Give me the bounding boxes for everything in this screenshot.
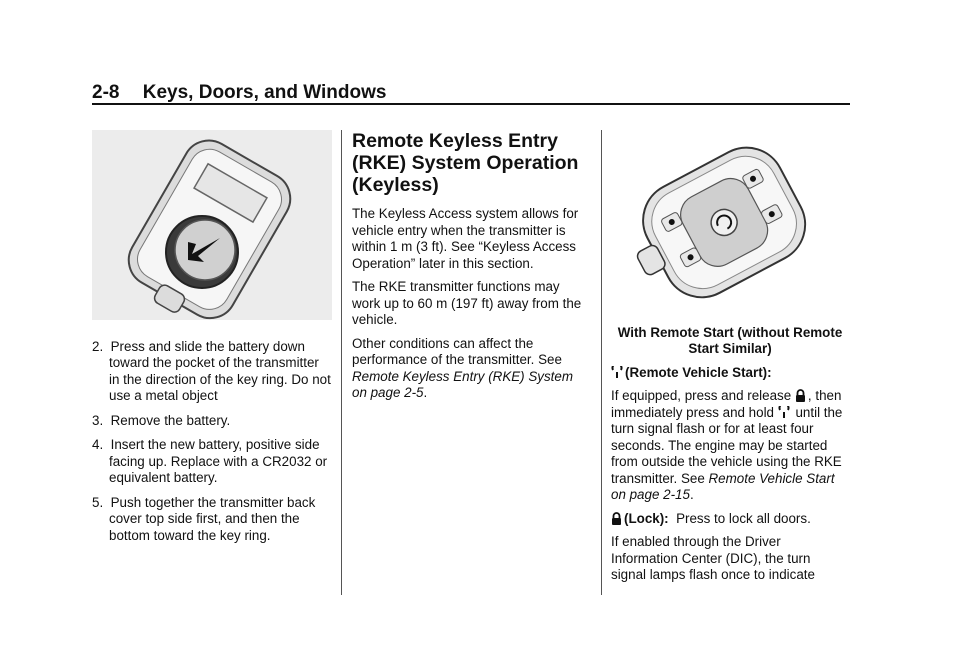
remote-start-icon [611, 366, 623, 379]
page-header [92, 82, 386, 104]
remote-start-heading: (Remote Vehicle Start): [611, 365, 849, 382]
paragraph: Other conditions can affect the performance of the transmitter. See Remote Keyless Entry (RKE) System on page 2-5. [352, 335, 574, 400]
column-divider [601, 130, 602, 595]
column-left [92, 130, 332, 552]
battery-removal-illustration [92, 130, 332, 320]
lock-icon [795, 389, 806, 402]
section-title: Keys, Doors, and Windows [142, 82, 387, 103]
lock-icon [611, 512, 622, 525]
paragraph: If enabled through the Driver Information Center (DIC), the turn signal lamps flash once to indicate [611, 534, 815, 582]
column-divider [341, 130, 342, 595]
list-item: 3. Remove the battery. [92, 412, 231, 428]
cross-reference-link[interactable]: Remote Vehicle Start on page 2-15 [611, 470, 835, 502]
section-number: 2-8 [92, 82, 120, 103]
column-middle [352, 130, 590, 409]
list-item: 4. Insert the new battery, positive side facing up. Replace with a CR2032 or equivalent battery. [92, 437, 328, 485]
paragraph: If equipped, press and release , then immediately press and hold until the turn signal flash or for at least four seconds. The engine may be started from outside the vehicle using the RKE transmitter. See Remote Vehicle Start on page 2-15. [611, 388, 843, 502]
paragraph: The RKE transmitter functions may work up to 60 m (197 ft) away from the vehicle. [352, 279, 582, 327]
lock-description: (Lock): Press to lock all doors. [611, 511, 849, 528]
battery-steps [92, 339, 332, 545]
cross-reference-link[interactable]: Remote Keyless Entry (RKE) System on page 2-5 [352, 368, 574, 400]
column-right [611, 130, 849, 591]
list-item: 2. Press and slide the battery down toward the pocket of the transmitter in the direction of the key ring. Do not use a metal object [92, 338, 331, 403]
list-item: 5. Push together the transmitter back cover top side first, and then the bottom toward the key ring. [92, 494, 316, 543]
paragraph: The Keyless Access system allows for vehicle entry when the transmitter is within 1 m (3 ft). See “Keyless Access Operation” later in this section. [352, 206, 579, 271]
remote-start-icon [778, 406, 790, 419]
key-fob-illustration [611, 130, 849, 320]
rke-heading: Remote Keyless Entry (RKE) System Operation (Keyless) [352, 130, 579, 196]
figure-caption: With Remote Start (without Remote Start Similar) [617, 324, 843, 356]
header-rule [92, 103, 850, 105]
